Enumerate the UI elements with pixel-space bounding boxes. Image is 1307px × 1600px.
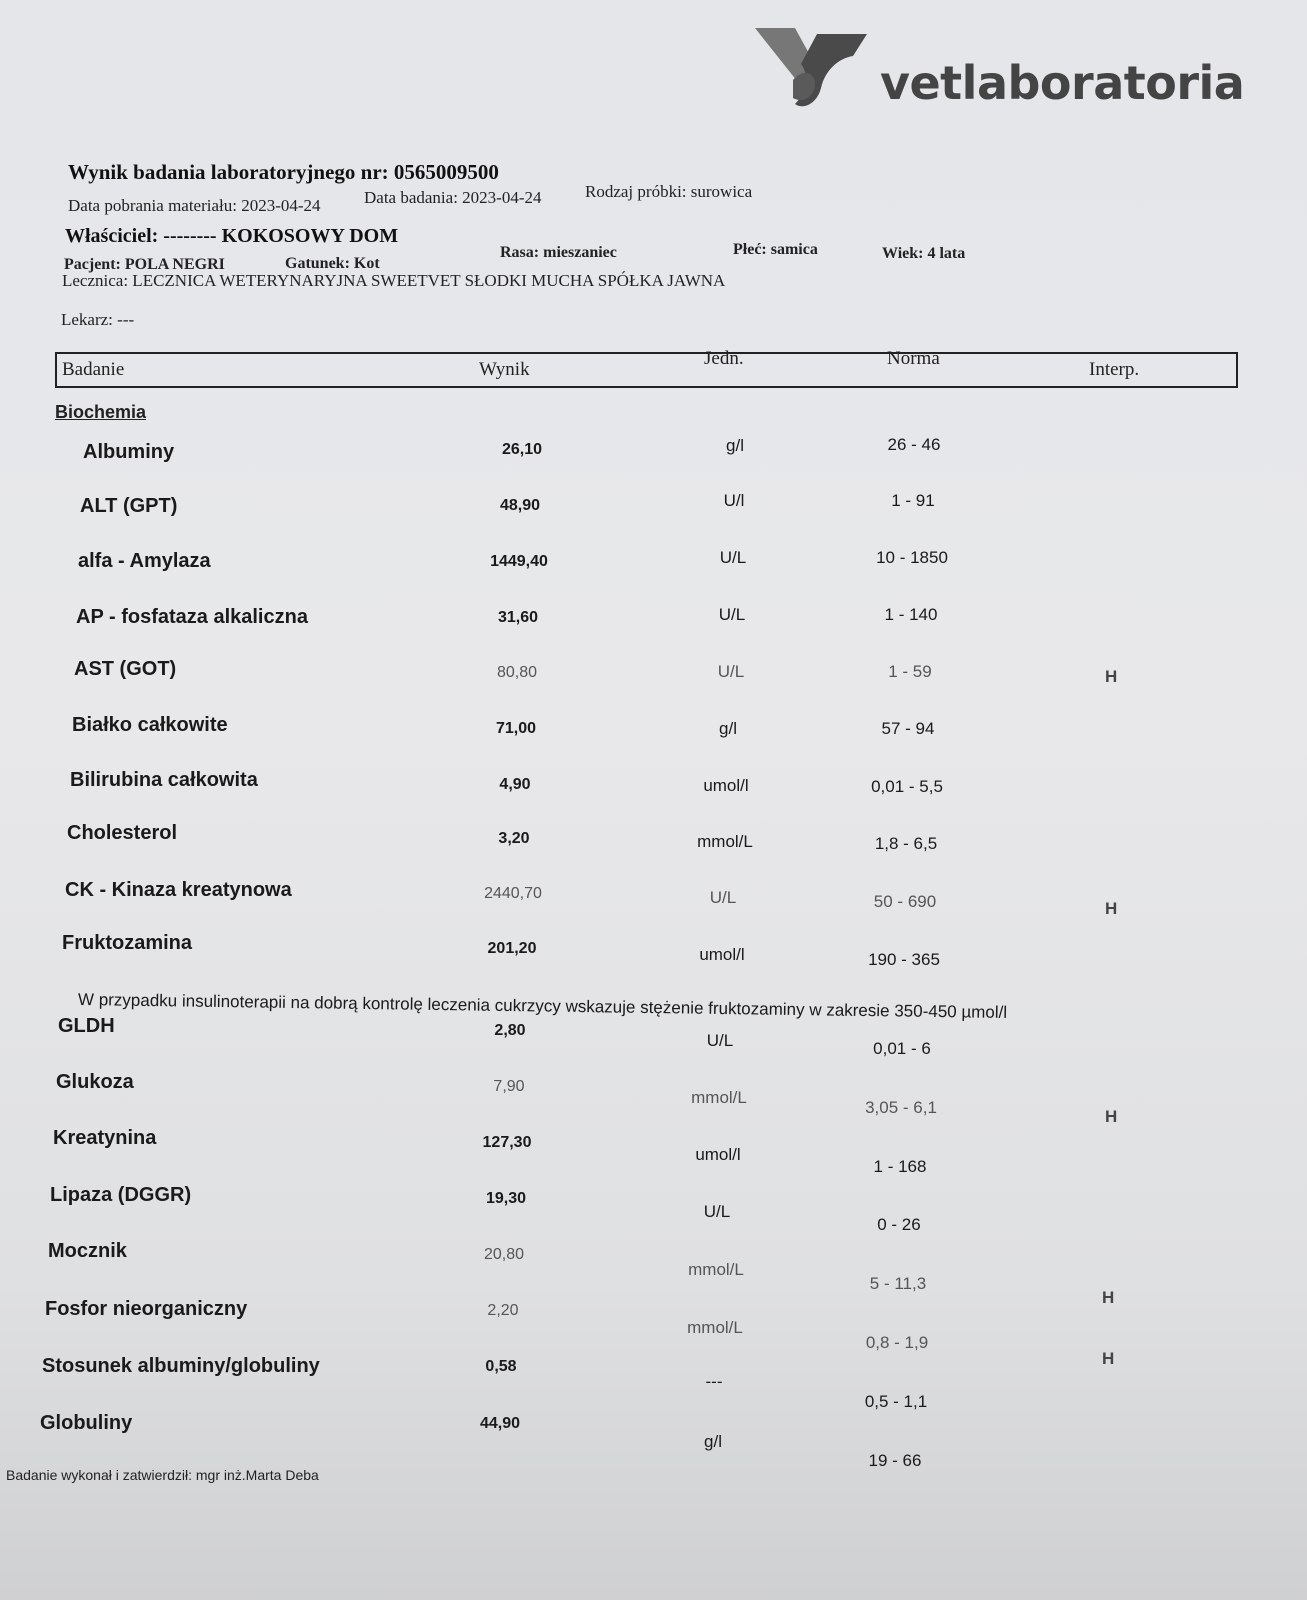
row-name: Lipaza (DGGR) [50,1184,192,1206]
header-interp: Interp. [1089,359,1140,380]
row-value: 19,30 [485,1190,527,1207]
age: Wiek: 4 lata [882,245,966,262]
row-norm: 1 - 140 [884,605,938,624]
row-value: 7,90 [493,1078,525,1095]
row-name: AP - fosfataza alkaliczna [76,606,308,628]
row-unit: g/l [719,719,737,738]
row-name: Albuminy [83,441,175,463]
row-value: 127,30 [482,1134,532,1151]
table-header [55,348,1238,388]
row-norm: 1 - 91 [891,491,935,510]
row-unit: U/l [723,491,745,510]
row-name: GLDH [58,1015,115,1037]
row-interp: H [1105,1107,1118,1126]
row-name: Mocznik [48,1240,127,1262]
row-value: 2,20 [487,1302,519,1319]
row-norm: 1 - 168 [873,1157,927,1176]
row-norm: 0,01 - 6 [873,1039,931,1058]
vetlaboratoria-logo-icon [755,28,875,110]
row-name: alfa - Amylaza [78,550,211,572]
report-title: Wynik badania laboratoryjnego nr: 0565009500 [68,160,499,184]
row-norm: 1,8 - 6,5 [874,834,938,853]
signature-line: Badanie wykonał i zatwierdził: mgr inż.Marta Deba [6,1467,319,1483]
owner: Właściciel: -------- KOKOSOWY DOM [65,225,399,247]
row-unit: U/L [706,1031,734,1050]
row-name: Globuliny [40,1412,133,1434]
row-name: Fruktozamina [62,932,193,954]
row-name: Białko całkowite [72,714,228,736]
sex: Płeć: samica [733,241,818,258]
row-unit: umol/l [695,1145,741,1164]
row-norm: 0,01 - 5,5 [871,777,943,796]
row-norm: 10 - 1850 [876,548,948,567]
test-date: Data badania: 2023-04-24 [364,188,542,207]
row-norm: 26 - 46 [887,435,941,454]
row-norm: 1 - 59 [888,662,932,681]
clinic: Lecznica: LECZNICA WETERYNARYJNA SWEETVET SŁODKI MUCHA SPÓŁKA JAWNA [62,271,726,290]
section-title: Biochemia [55,402,147,422]
row-unit: g/l [704,1432,722,1451]
row-value: 44,90 [479,1415,521,1432]
patient: Pacjent: POLA NEGRI [64,256,225,273]
row-value: 26,10 [501,441,543,458]
row-interp: H [1102,1288,1115,1307]
row-name: Bilirubina całkowita [70,769,258,791]
row-unit: mmol/L [688,1260,744,1279]
row-unit: U/L [709,888,737,907]
row-unit: umol/l [703,776,749,795]
row-interp: H [1102,1349,1115,1368]
row-norm: 0,5 - 1,1 [864,1392,928,1411]
row-unit: --- [705,1372,723,1391]
row-value: 80,80 [496,664,538,681]
row-value: 2,80 [494,1022,526,1039]
row-norm: 0,8 - 1,9 [865,1333,929,1352]
species: Gatunek: Kot [285,255,380,272]
row-value: 0,58 [485,1358,517,1375]
fructosamine-note: W przypadku insulinoterapii na dobrą kontrolę leczenia cukrzycy wskazuje stężenie fruktozaminy w zakresie 350-450 µmol/l [77,990,1008,1022]
row-value: 201,20 [487,940,537,957]
row-norm: 190 - 365 [868,950,940,969]
row-unit: mmol/L [687,1318,743,1337]
row-name: Glukoza [56,1071,134,1093]
row-name: AST (GOT) [74,658,177,680]
row-norm: 19 - 66 [868,1451,922,1470]
doctor: Lekarz: --- [61,310,135,329]
row-norm: 50 - 690 [873,892,937,911]
row-unit: mmol/L [697,832,753,851]
header-test: Badanie [62,359,125,380]
row-name: Kreatynina [53,1127,157,1149]
breed: Rasa: mieszaniec [500,244,617,261]
row-value: 4,90 [499,776,531,793]
header-unit: Jedn. [704,348,744,369]
row-value: 71,00 [495,720,537,737]
row-value: 31,60 [497,609,539,626]
row-value: 2440,70 [484,885,542,902]
row-unit: U/L [703,1202,731,1221]
header-norm: Norma [887,348,940,369]
collection-date: Data pobrania materiału: 2023-04-24 [68,196,321,215]
row-name: Stosunek albuminy/globuliny [42,1355,320,1377]
row-unit: U/L [719,548,747,567]
sample-type: Rodzaj próbki: surowica [585,182,753,201]
logo-text: vetlaboratoria [880,56,1245,110]
row-name: ALT (GPT) [80,495,178,517]
row-norm: 57 - 94 [881,719,935,738]
row-unit: g/l [726,436,744,455]
header-result: Wynik [479,359,530,380]
row-unit: mmol/L [691,1088,747,1107]
row-interp: H [1105,899,1118,918]
row-name: CK - Kinaza kreatynowa [65,879,292,901]
row-unit: U/L [717,662,745,681]
row-unit: U/L [718,605,746,624]
row-value: 3,20 [498,830,530,847]
row-interp: H [1105,667,1118,686]
row-value: 48,90 [499,497,541,514]
row-value: 1449,40 [490,553,548,570]
row-norm: 3,05 - 6,1 [865,1098,937,1117]
row-norm: 5 - 11,3 [869,1274,927,1293]
row-value: 20,80 [483,1246,525,1263]
row-name: Fosfor nieorganiczny [45,1298,248,1320]
row-name: Cholesterol [67,822,178,844]
row-unit: umol/l [699,945,745,964]
row-norm: 0 - 26 [877,1215,921,1234]
